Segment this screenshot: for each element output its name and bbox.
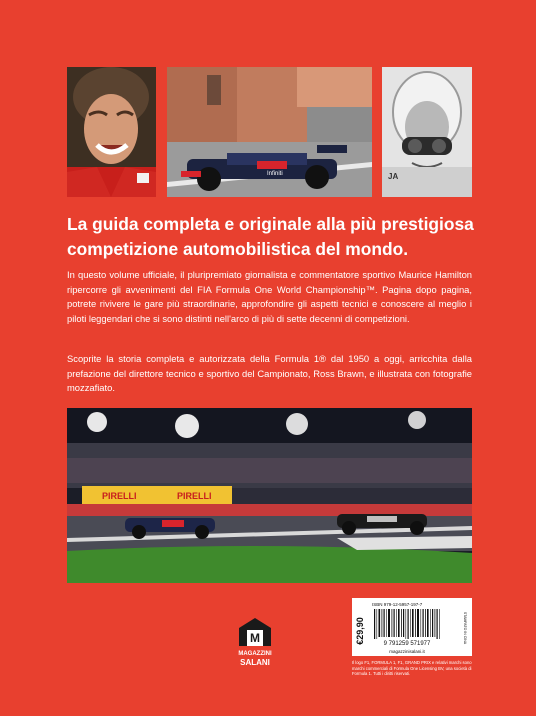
publisher-logo-line-1: MAGAZZINI — [238, 651, 272, 657]
headline — [67, 212, 477, 262]
goggles-text: JA — [388, 172, 399, 181]
race-car-monaco-photo — [167, 67, 372, 197]
night-race-photo — [67, 408, 472, 583]
driver-portrait-photo — [67, 67, 156, 197]
price-label: €29,90 — [355, 617, 365, 645]
barcode-number: 9 791259 571977 — [383, 641, 431, 647]
driver-goggles-photo — [382, 67, 472, 197]
printed-in-label: STAMPATO IN CINA — [463, 611, 467, 645]
driver-portrait-illustration — [67, 67, 156, 197]
headline-line-1: La guida completa e originale alla più prestigiosa — [67, 214, 474, 234]
description-paragraph-1: In questo volume ufficiale, il pluripremiato giornalista e commentatore sportivo Maurice Hamilton ripercorre gli avvenimenti del FIA Formula One World Championship™. Pagina dopo pagina, potrete rivivere le gare più straordinarie, approfondire gli aspetti tecnici e conoscere al meglio i piloti leggendari che si sono distinti nell'arco di più di sette decenni di competizioni. — [67, 269, 472, 324]
publisher-building-icon — [233, 614, 277, 648]
pirelli-banner-right: PIRELLI — [177, 491, 212, 501]
description-paragraph-2: Scoprite la storia completa e autorizzata della Formula 1® dal 1950 a oggi, arricchita dalla prefazione del direttore tecnico e sportivo del Campionato, Ross Brawn, e illustrata con fotografie mozzafiato. — [67, 353, 472, 394]
isbn-label: ISBN 979-12-5957-197-7 — [372, 602, 423, 607]
car-livery-text: Infiniti — [267, 171, 283, 177]
svg-text:M: M — [250, 631, 260, 645]
driver-goggles-illustration — [382, 67, 472, 197]
pirelli-banner-left: PIRELLI — [102, 491, 137, 501]
legal-text: Il logo F1, FORMULA 1, F1, GRAND PRIX e relativi marchi sono marchi commerciali di Formula One Licensing BV, una società di Formula 1. Tutti i diritti riservati. — [352, 660, 472, 677]
headline-line-2: competizione automobilistica del mondo. — [67, 239, 409, 259]
publisher-logo-line-2: SALANI — [240, 658, 270, 667]
publisher-website: magazzinisalani.it — [389, 649, 425, 654]
night-race-illustration — [67, 408, 472, 583]
publisher-logo — [233, 614, 277, 670]
race-car-illustration — [167, 67, 372, 197]
barcode-illustration — [352, 598, 472, 656]
barcode-box — [352, 598, 472, 656]
